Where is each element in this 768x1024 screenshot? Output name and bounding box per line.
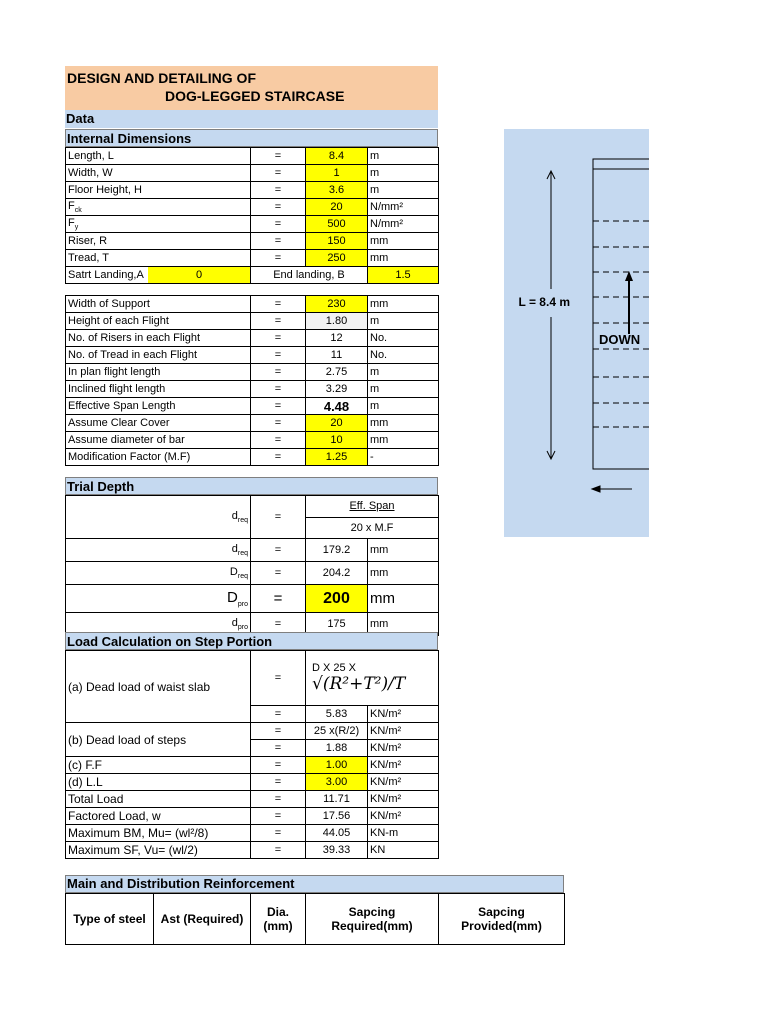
- table-row: [66, 496, 439, 539]
- equals-sign: =: [251, 825, 306, 842]
- input-cell[interactable]: 3.00: [306, 774, 368, 791]
- length-dimension-arrow: [547, 171, 555, 459]
- landing-a-cell: [66, 267, 251, 284]
- equals-sign: =: [251, 296, 306, 313]
- equals-sign: =: [251, 842, 306, 859]
- equals-sign: =: [251, 539, 306, 562]
- unit-label: m: [368, 313, 439, 330]
- value-cell: 3.29: [306, 381, 368, 398]
- value-cell: 204.2: [306, 562, 368, 585]
- internal-dimensions-header: Internal Dimensions: [65, 129, 438, 147]
- column-header: Sapcing Required(mm): [306, 894, 439, 945]
- row-label: Assume diameter of bar: [66, 432, 251, 449]
- row-label: No. of Tread in each Flight: [66, 347, 251, 364]
- provided-depth-input[interactable]: 200: [306, 585, 368, 613]
- unit-label: mm: [368, 432, 439, 449]
- input-cell[interactable]: 150: [306, 233, 368, 250]
- steps-label: (b) Dead load of steps: [66, 723, 251, 757]
- table-row: [66, 825, 439, 842]
- up-arrow-icon: [625, 271, 633, 334]
- load-calculation-table: [65, 650, 439, 859]
- depth-symbol: $D_{req}$: [66, 562, 251, 585]
- equals-sign: =: [251, 199, 306, 216]
- table-row: [66, 330, 439, 347]
- value-cell: 2.75: [306, 364, 368, 381]
- row-label: Width of Support: [66, 296, 251, 313]
- unit-label: N/mm²: [368, 199, 439, 216]
- table-row: [66, 842, 439, 859]
- waist-formula: [306, 651, 439, 706]
- table-row: [66, 432, 439, 449]
- unit-label: mm: [368, 296, 439, 313]
- table-row: [66, 347, 439, 364]
- input-cell[interactable]: 250: [306, 250, 368, 267]
- equals-sign: =: [251, 496, 306, 539]
- equals-sign: =: [251, 415, 306, 432]
- equals-sign: =: [251, 791, 306, 808]
- row-label: Width, W: [66, 165, 251, 182]
- unit-label: m: [368, 398, 439, 415]
- unit-label: KN/m²: [368, 791, 439, 808]
- depth-symbol: $D_{pro}$: [66, 585, 251, 613]
- tread-lines: [593, 221, 649, 427]
- formula-numerator: Eff. Span: [306, 496, 438, 518]
- unit-label: m: [368, 165, 439, 182]
- equals-sign: =: [251, 233, 306, 250]
- unit-label: KN/m²: [368, 706, 439, 723]
- start-landing-label: Satrt Landing,A: [68, 269, 144, 281]
- unit-label: mm: [368, 539, 439, 562]
- value-cell: 1.88: [306, 740, 368, 757]
- value-cell: 11.71: [306, 791, 368, 808]
- table-row: [66, 296, 439, 313]
- start-landing-input[interactable]: 0: [148, 267, 250, 283]
- unit-label: m: [368, 381, 439, 398]
- equals-sign: =: [251, 381, 306, 398]
- row-label: (c) F.F: [66, 757, 251, 774]
- unit-label: KN/m²: [368, 808, 439, 825]
- unit-label: No.: [368, 330, 439, 347]
- row-label: Riser, R: [66, 233, 251, 250]
- formula-expression: √(R²+T²)/T: [312, 674, 406, 694]
- data-section-header: Data: [65, 110, 438, 128]
- input-cell[interactable]: 8.4: [306, 148, 368, 165]
- row-label: No. of Risers in each Flight: [66, 330, 251, 347]
- equals-sign: =: [251, 740, 306, 757]
- column-header: Type of steel: [66, 894, 154, 945]
- input-cell[interactable]: 20: [306, 199, 368, 216]
- table-row: [66, 651, 439, 706]
- trial-depth-header: Trial Depth: [65, 477, 438, 495]
- equals-sign: =: [251, 148, 306, 165]
- input-cell[interactable]: 20: [306, 415, 368, 432]
- table-row: [66, 774, 439, 791]
- trial-depth-table: [65, 495, 439, 636]
- equals-sign: =: [251, 562, 306, 585]
- equals-sign: =: [251, 165, 306, 182]
- equals-sign: =: [251, 449, 306, 466]
- table-row: [66, 791, 439, 808]
- table-header-row: [66, 894, 565, 945]
- equals-sign: =: [251, 364, 306, 381]
- table-row: [66, 539, 439, 562]
- value-cell: 5.83: [306, 706, 368, 723]
- row-label: $F_y$: [66, 216, 251, 233]
- table-row: [66, 723, 439, 740]
- formula-denominator: 20 x M.F: [350, 522, 394, 534]
- unit-label: N/mm²: [368, 216, 439, 233]
- table-row: [66, 233, 439, 250]
- input-cell[interactable]: 1.00: [306, 757, 368, 774]
- table-row: [66, 381, 439, 398]
- row-label: Floor Height, H: [66, 182, 251, 199]
- unit-label: -: [368, 449, 439, 466]
- unit-label: m: [368, 182, 439, 199]
- title-line-1: DESIGN AND DETAILING OF: [67, 70, 256, 86]
- equals-sign: =: [251, 182, 306, 199]
- left-arrow-icon: [592, 486, 632, 492]
- table-row: [66, 165, 439, 182]
- depth-symbol: $d_{req}$: [66, 539, 251, 562]
- table-row: [66, 415, 439, 432]
- table-row: [66, 148, 439, 165]
- reinforcement-table: [65, 893, 565, 945]
- end-landing-label: End landing, B: [251, 267, 368, 284]
- row-label: Height of each Flight: [66, 313, 251, 330]
- equals-sign: =: [251, 330, 306, 347]
- row-label: $F_{ck}$: [66, 199, 251, 216]
- unit-label: No.: [368, 347, 439, 364]
- equals-sign: =: [251, 347, 306, 364]
- depth-symbol: $d_{pro}$: [66, 613, 251, 636]
- row-label: In plan flight length: [66, 364, 251, 381]
- depth-formula: [306, 496, 439, 539]
- table-row: [66, 199, 439, 216]
- staircase-diagram: [504, 129, 649, 537]
- unit-label: m: [368, 148, 439, 165]
- unit-label: m: [368, 364, 439, 381]
- length-label: L = 8.4 m: [518, 295, 570, 309]
- equals-sign: =: [251, 432, 306, 449]
- table-row: [66, 216, 439, 233]
- formula-prefix: D X 25 X: [312, 662, 357, 674]
- page-title: [65, 66, 438, 110]
- unit-label: KN/m²: [368, 740, 439, 757]
- equals-sign: =: [251, 774, 306, 791]
- unit-label: KN/m²: [368, 723, 439, 740]
- table-row: [66, 398, 439, 415]
- table-row: [66, 562, 439, 585]
- unit-label: mm: [368, 415, 439, 432]
- derived-dimensions-table: [65, 295, 439, 466]
- row-label: Total Load: [66, 791, 251, 808]
- row-label: (d) L.L: [66, 774, 251, 791]
- table-row: [66, 808, 439, 825]
- table-row: [66, 182, 439, 199]
- down-label: DOWN: [599, 332, 641, 347]
- input-cell[interactable]: 500: [306, 216, 368, 233]
- input-cell[interactable]: 1.25: [306, 449, 368, 466]
- table-row: [66, 757, 439, 774]
- value-cell: 44.05: [306, 825, 368, 842]
- unit-label: mm: [368, 585, 439, 613]
- input-cell[interactable]: 230: [306, 296, 368, 313]
- equals-sign: =: [251, 723, 306, 740]
- load-calculation-header: Load Calculation on Step Portion: [65, 632, 438, 650]
- row-label: Factored Load, w: [66, 808, 251, 825]
- internal-dimensions-table: [65, 147, 439, 284]
- table-row: [66, 250, 439, 267]
- table-row: [66, 585, 439, 613]
- unit-label: KN/m²: [368, 774, 439, 791]
- waist-slab-label: (a) Dead load of waist slab: [66, 651, 251, 723]
- row-label: Effective Span Length: [66, 398, 251, 415]
- end-landing-input[interactable]: 1.5: [368, 267, 439, 284]
- unit-label: KN: [368, 842, 439, 859]
- unit-label: mm: [368, 613, 439, 636]
- unit-label: mm: [368, 233, 439, 250]
- equals-sign: =: [251, 651, 306, 706]
- row-label: Tread, T: [66, 250, 251, 267]
- landing-row: [66, 267, 439, 284]
- equals-sign: =: [251, 250, 306, 267]
- equals-sign: =: [251, 398, 306, 415]
- value-cell: 39.33: [306, 842, 368, 859]
- steps-formula: 25 x(R/2): [306, 723, 368, 740]
- column-header: Ast (Required): [154, 894, 251, 945]
- equals-sign: =: [251, 706, 306, 723]
- value-cell: 11: [306, 347, 368, 364]
- dreq-symbol: $d_{req}$: [66, 496, 251, 539]
- equals-sign: =: [251, 808, 306, 825]
- row-label: Modification Factor (M.F): [66, 449, 251, 466]
- input-cell[interactable]: 3.6: [306, 182, 368, 199]
- column-header: Dia. (mm): [251, 894, 306, 945]
- reinforcement-header: Main and Distribution Reinforcement: [65, 875, 564, 893]
- unit-label: mm: [368, 562, 439, 585]
- value-cell: 17.56: [306, 808, 368, 825]
- equals-sign: =: [251, 585, 306, 613]
- table-row: [66, 313, 439, 330]
- value-cell: 1.80: [306, 313, 368, 330]
- input-cell[interactable]: 1: [306, 165, 368, 182]
- row-label: Maximum SF, Vu= (wl/2): [66, 842, 251, 859]
- equals-sign: =: [251, 313, 306, 330]
- equals-sign: =: [251, 216, 306, 233]
- value-cell: 12: [306, 330, 368, 347]
- row-label: Length, L: [66, 148, 251, 165]
- row-label: Maximum BM, Mu= (wl²/8): [66, 825, 251, 842]
- input-cell[interactable]: 10: [306, 432, 368, 449]
- equals-sign: =: [251, 757, 306, 774]
- row-label: Assume Clear Cover: [66, 415, 251, 432]
- equals-sign: =: [251, 613, 306, 636]
- unit-label: KN-m: [368, 825, 439, 842]
- table-row: [66, 364, 439, 381]
- column-header: Sapcing Provided(mm): [439, 894, 565, 945]
- unit-label: mm: [368, 250, 439, 267]
- row-label: Inclined flight length: [66, 381, 251, 398]
- title-line-2: DOG-LEGGED STAIRCASE: [165, 88, 345, 104]
- stair-outline: [593, 159, 649, 469]
- effective-span-value: 4.48: [306, 398, 368, 415]
- value-cell: 179.2: [306, 539, 368, 562]
- table-row: [66, 449, 439, 466]
- unit-label: KN/m²: [368, 757, 439, 774]
- value-cell: 175: [306, 613, 368, 636]
